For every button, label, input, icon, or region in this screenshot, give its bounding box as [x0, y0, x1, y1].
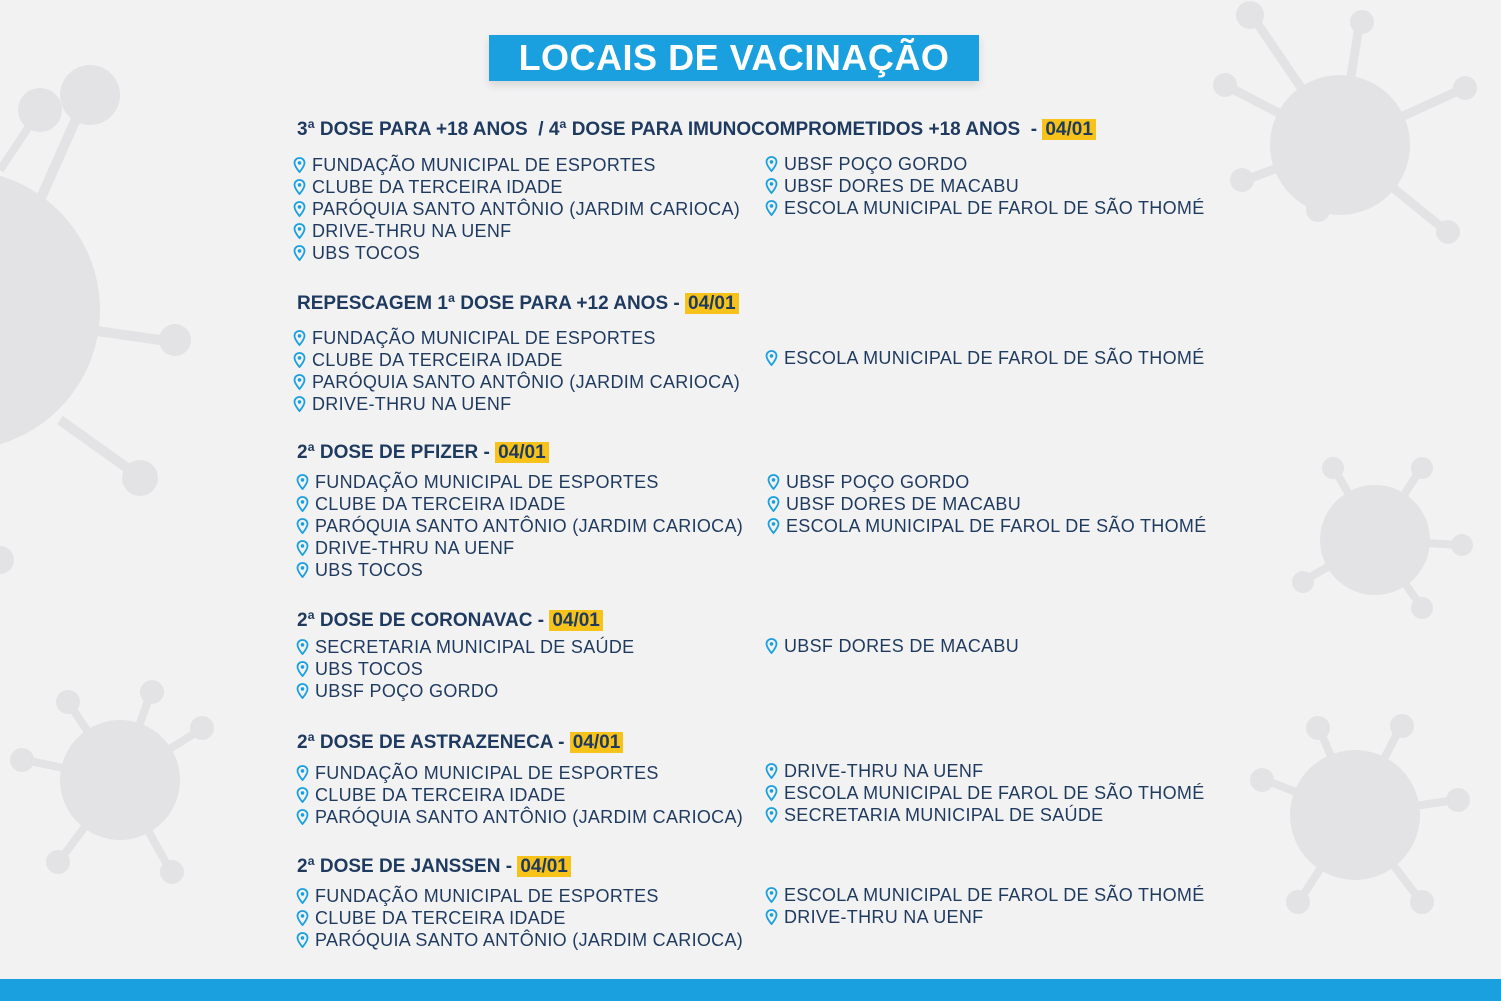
location-list-right — [765, 884, 1205, 928]
section-heading-text: 2ª DOSE DE PFIZER - — [297, 442, 496, 463]
map-pin-icon — [293, 352, 306, 368]
map-pin-icon — [296, 661, 309, 677]
location-item — [765, 782, 1205, 804]
location-item — [293, 349, 740, 371]
location-name: PARÓQUIA SANTO ANTÔNIO (JARDIM CARIOCA) — [312, 371, 741, 392]
location-list-left — [296, 762, 743, 828]
map-pin-icon — [765, 887, 778, 903]
location-item — [293, 327, 740, 349]
footer-bar — [0, 979, 1501, 1001]
location-item — [296, 537, 743, 559]
map-pin-icon — [296, 639, 309, 655]
section-heading — [297, 609, 603, 633]
map-pin-icon — [293, 245, 306, 261]
location-name: FUNDAÇÃO MUNICIPAL DE ESPORTES — [315, 471, 659, 492]
map-pin-icon — [765, 763, 778, 779]
location-name: UBSF POÇO GORDO — [786, 471, 970, 492]
location-item — [293, 242, 740, 264]
map-pin-icon — [293, 201, 306, 217]
location-item — [293, 154, 740, 176]
section-heading — [297, 731, 623, 755]
location-name: FUNDAÇÃO MUNICIPAL DE ESPORTES — [312, 327, 656, 348]
date-badge: 04/01 — [549, 610, 603, 631]
location-item — [296, 784, 743, 806]
location-name: CLUBE DA TERCEIRA IDADE — [315, 493, 566, 514]
location-name: DRIVE-THRU NA UENF — [784, 760, 984, 781]
location-item — [765, 884, 1205, 906]
map-pin-icon — [293, 223, 306, 239]
map-pin-icon — [765, 200, 778, 216]
location-item — [767, 515, 1207, 537]
map-pin-icon — [293, 374, 306, 390]
location-name: UBS TOCOS — [315, 658, 424, 679]
map-pin-icon — [293, 157, 306, 173]
location-item — [767, 471, 1207, 493]
map-pin-icon — [765, 156, 778, 172]
section-heading-text: 2ª DOSE DE JANSSEN - — [297, 856, 518, 877]
location-list-left — [293, 154, 740, 264]
location-item — [293, 393, 740, 415]
location-name: ESCOLA MUNICIPAL DE FAROL DE SÃO THOMÉ — [784, 884, 1205, 905]
map-pin-icon — [765, 178, 778, 194]
location-name: ESCOLA MUNICIPAL DE FAROL DE SÃO THOMÉ — [784, 197, 1205, 218]
date-badge: 04/01 — [1042, 119, 1096, 140]
location-name: UBS TOCOS — [312, 242, 421, 263]
location-name: PARÓQUIA SANTO ANTÔNIO (JARDIM CARIOCA) — [315, 929, 744, 950]
location-list-right — [767, 471, 1207, 537]
section-heading — [297, 118, 1096, 142]
date-badge: 04/01 — [495, 442, 549, 463]
location-name: FUNDAÇÃO MUNICIPAL DE ESPORTES — [315, 885, 659, 906]
section-heading-text: 3ª DOSE PARA +18 ANOS / 4ª DOSE PARA IMUNOCOMPROMETIDOS +18 ANOS - — [297, 119, 1043, 140]
map-pin-icon — [296, 787, 309, 803]
map-pin-icon — [293, 330, 306, 346]
map-pin-icon — [296, 496, 309, 512]
map-pin-icon — [296, 932, 309, 948]
location-item — [296, 636, 634, 658]
location-name: UBSF DORES DE MACABU — [784, 635, 1020, 656]
location-name: DRIVE-THRU NA UENF — [312, 220, 512, 241]
section-heading — [297, 292, 739, 316]
location-item — [765, 153, 1205, 175]
location-item — [296, 658, 634, 680]
map-pin-icon — [293, 396, 306, 412]
location-item — [296, 559, 743, 581]
map-pin-icon — [767, 496, 780, 512]
date-badge: 04/01 — [570, 732, 624, 753]
location-item — [296, 471, 743, 493]
section-heading — [297, 441, 549, 465]
location-name: UBSF DORES DE MACABU — [784, 175, 1020, 196]
location-name: CLUBE DA TERCEIRA IDADE — [315, 907, 566, 928]
map-pin-icon — [296, 683, 309, 699]
location-name: CLUBE DA TERCEIRA IDADE — [312, 176, 563, 197]
location-name: ESCOLA MUNICIPAL DE FAROL DE SÃO THOMÉ — [786, 515, 1207, 536]
location-name: DRIVE-THRU NA UENF — [315, 537, 515, 558]
section-heading-text: 2ª DOSE DE ASTRAZENECA - — [297, 732, 570, 753]
location-list-right — [765, 635, 1019, 657]
location-item — [765, 804, 1205, 826]
location-item — [296, 929, 743, 951]
map-pin-icon — [765, 350, 778, 366]
map-pin-icon — [296, 910, 309, 926]
location-item — [296, 680, 634, 702]
location-item — [293, 198, 740, 220]
location-name: DRIVE-THRU NA UENF — [784, 906, 984, 927]
location-item — [296, 806, 743, 828]
location-name: PARÓQUIA SANTO ANTÔNIO (JARDIM CARIOCA) — [315, 515, 744, 536]
location-item — [765, 197, 1205, 219]
location-list-left — [296, 636, 634, 702]
location-name: UBSF POÇO GORDO — [784, 153, 968, 174]
location-item — [296, 885, 743, 907]
map-pin-icon — [296, 540, 309, 556]
location-name: PARÓQUIA SANTO ANTÔNIO (JARDIM CARIOCA) — [312, 198, 741, 219]
location-list-left — [296, 885, 743, 951]
location-list-right — [765, 347, 1205, 369]
map-pin-icon — [767, 474, 780, 490]
location-item — [767, 493, 1207, 515]
location-item — [293, 371, 740, 393]
date-badge: 04/01 — [685, 293, 739, 314]
location-item — [296, 515, 743, 537]
map-pin-icon — [296, 518, 309, 534]
location-item — [765, 760, 1205, 782]
section-heading-text: 2ª DOSE DE CORONAVAC - — [297, 610, 550, 631]
location-item — [765, 906, 1205, 928]
section-heading-text: REPESCAGEM 1ª DOSE PARA +12 ANOS - — [297, 293, 685, 314]
location-name: PARÓQUIA SANTO ANTÔNIO (JARDIM CARIOCA) — [315, 806, 744, 827]
map-pin-icon — [293, 179, 306, 195]
location-name: DRIVE-THRU NA UENF — [312, 393, 512, 414]
location-name: ESCOLA MUNICIPAL DE FAROL DE SÃO THOMÉ — [784, 347, 1205, 368]
date-badge: 04/01 — [517, 856, 571, 877]
map-pin-icon — [296, 474, 309, 490]
location-item — [296, 907, 743, 929]
location-item — [765, 347, 1205, 369]
section-heading — [297, 855, 571, 879]
location-item — [293, 176, 740, 198]
location-list-right — [765, 760, 1205, 826]
location-item — [293, 220, 740, 242]
location-item — [765, 175, 1205, 197]
page-title: LOCAIS DE VACINAÇÃO — [489, 35, 979, 81]
location-name: UBS TOCOS — [315, 559, 424, 580]
location-list-left — [293, 327, 740, 415]
location-name: SECRETARIA MUNICIPAL DE SAÚDE — [784, 804, 1104, 825]
location-item — [296, 493, 743, 515]
map-pin-icon — [765, 807, 778, 823]
map-pin-icon — [296, 809, 309, 825]
map-pin-icon — [767, 518, 780, 534]
location-item — [296, 762, 743, 784]
location-name: UBSF POÇO GORDO — [315, 680, 499, 701]
location-list-left — [296, 471, 743, 581]
location-name: SECRETARIA MUNICIPAL DE SAÚDE — [315, 636, 635, 657]
location-name: CLUBE DA TERCEIRA IDADE — [312, 349, 563, 370]
location-name: CLUBE DA TERCEIRA IDADE — [315, 784, 566, 805]
location-item — [765, 635, 1019, 657]
location-name: ESCOLA MUNICIPAL DE FAROL DE SÃO THOMÉ — [784, 782, 1205, 803]
location-name: UBSF DORES DE MACABU — [786, 493, 1022, 514]
map-pin-icon — [296, 888, 309, 904]
map-pin-icon — [765, 785, 778, 801]
map-pin-icon — [296, 765, 309, 781]
map-pin-icon — [765, 638, 778, 654]
location-name: FUNDAÇÃO MUNICIPAL DE ESPORTES — [315, 762, 659, 783]
map-pin-icon — [765, 909, 778, 925]
location-name: FUNDAÇÃO MUNICIPAL DE ESPORTES — [312, 154, 656, 175]
location-list-right — [765, 153, 1205, 219]
map-pin-icon — [296, 562, 309, 578]
